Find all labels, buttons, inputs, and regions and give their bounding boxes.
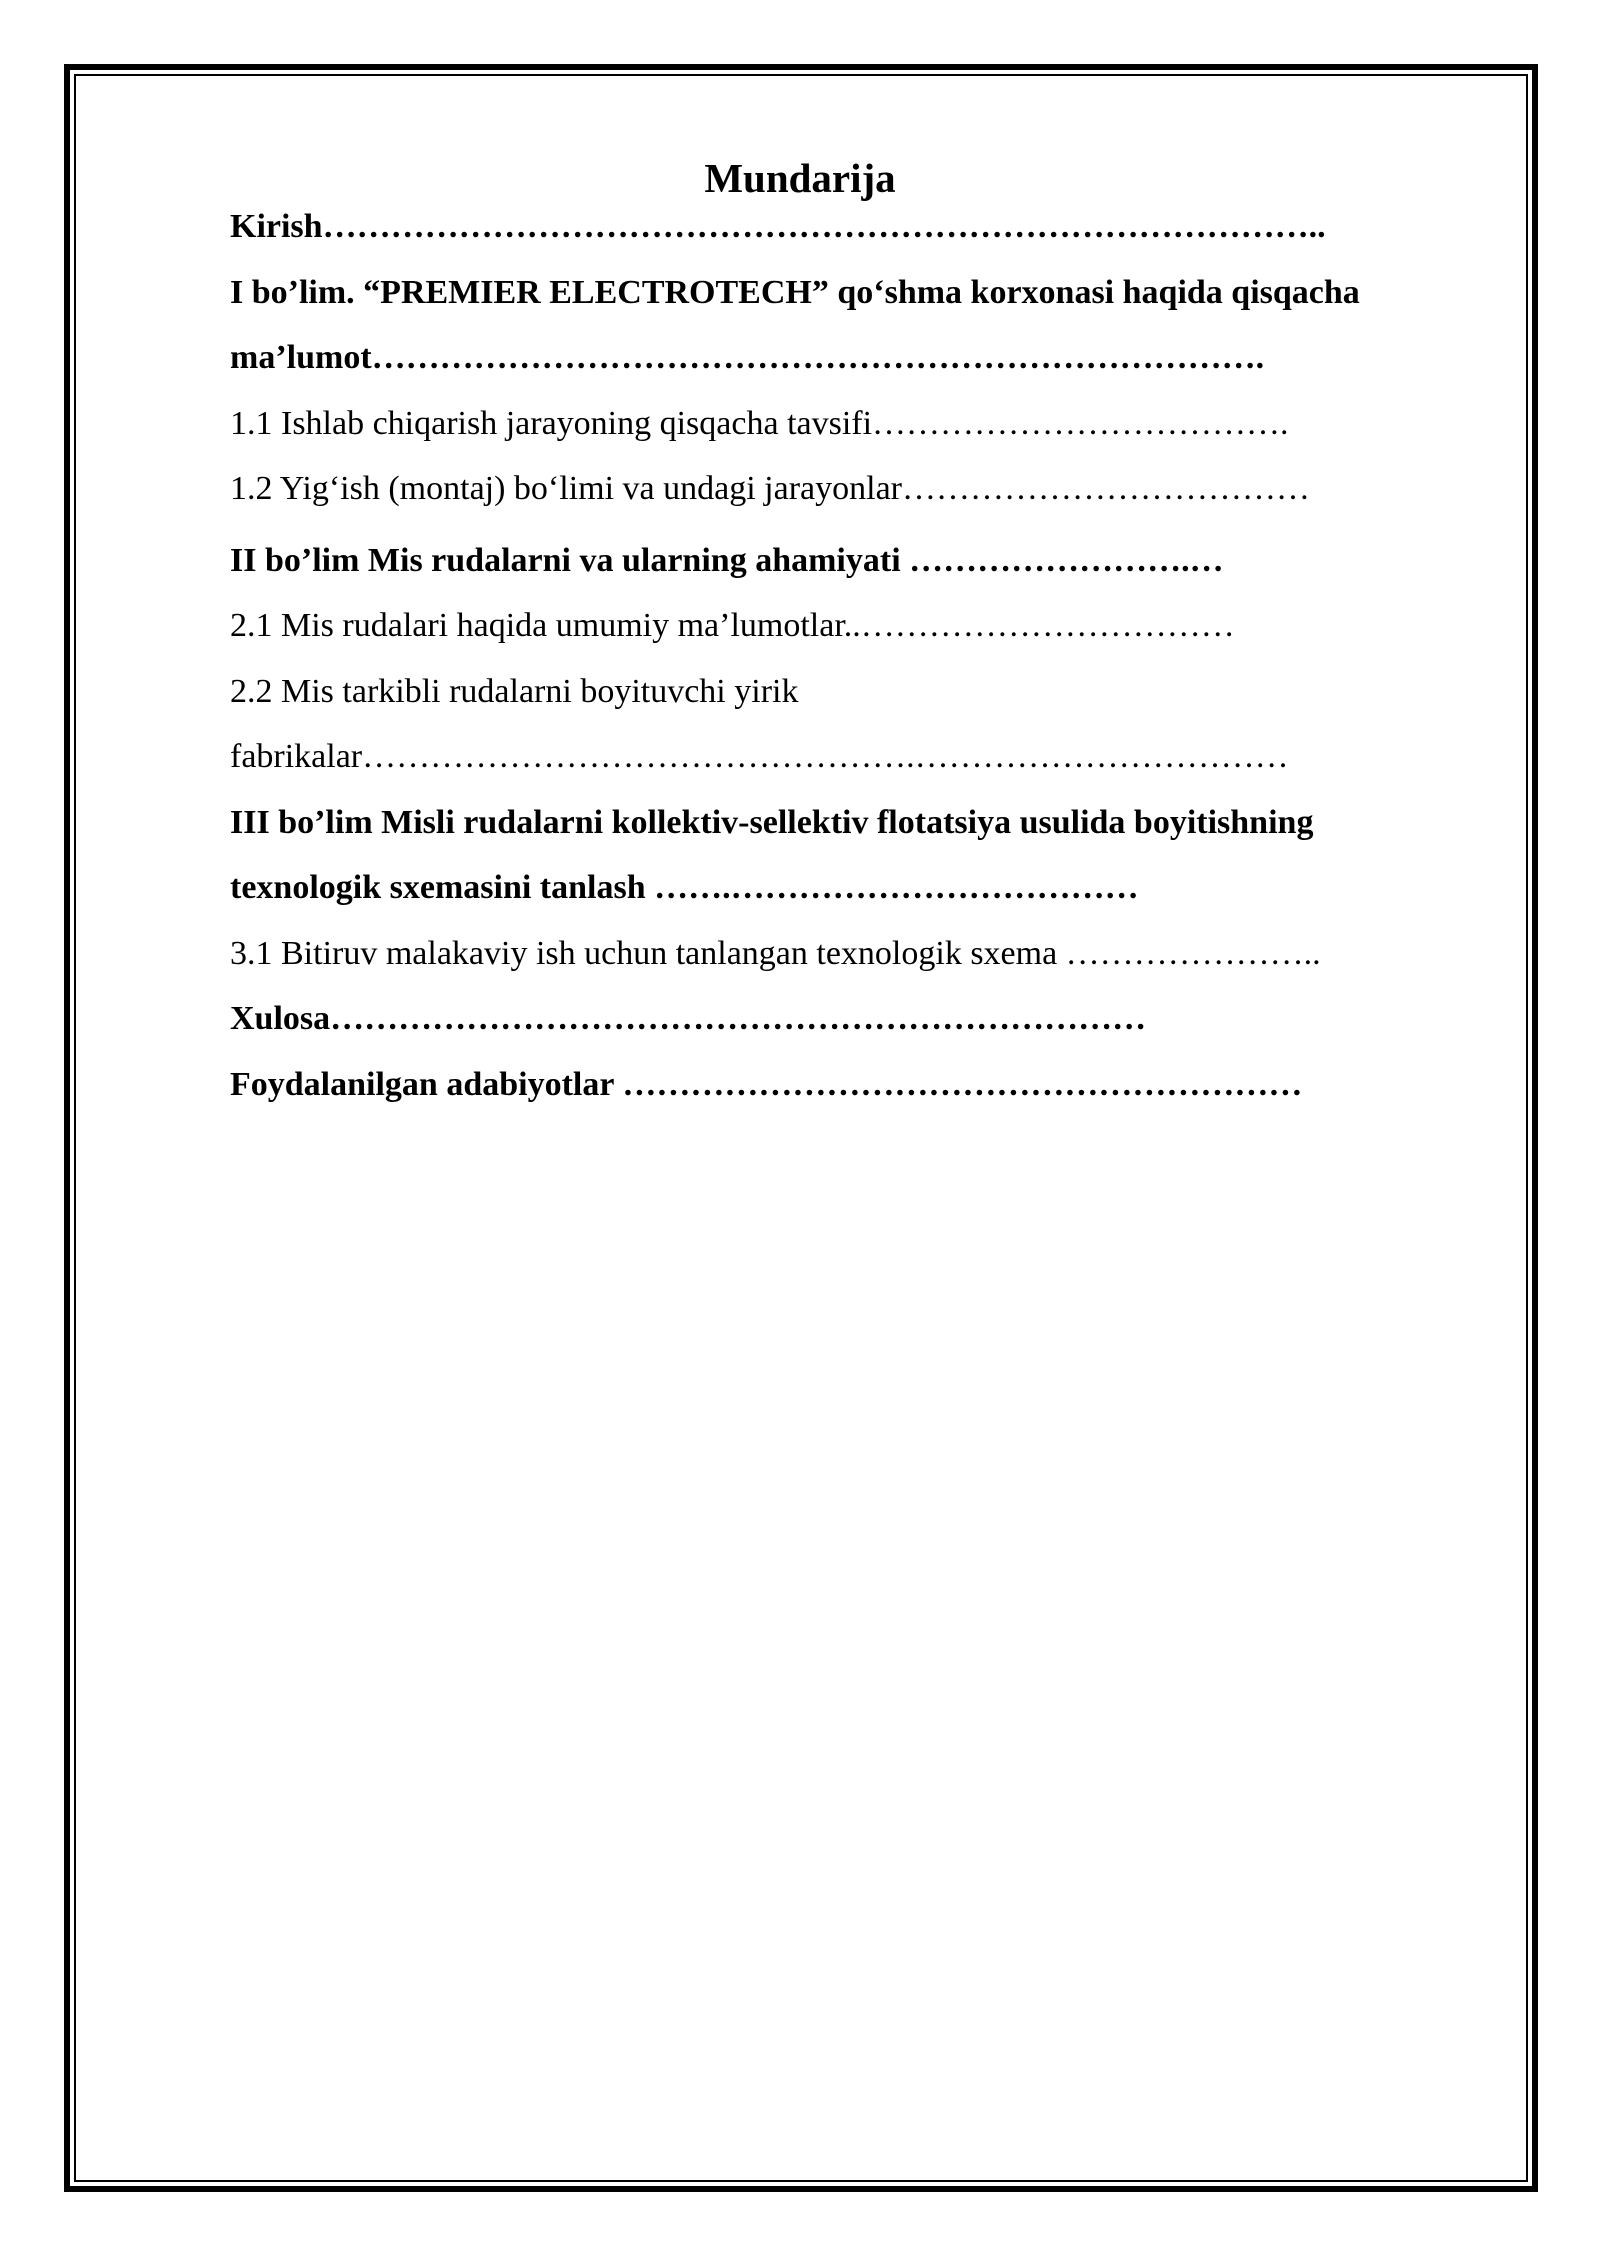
toc-entry-2-2-line-1: 2.2 Mis tarkibli rudalarni boyituvchi yirik bbox=[230, 672, 799, 710]
table-of-contents bbox=[230, 200, 1520, 1123]
toc-entry-2-2-line-2: fabrikalar………………………………………….…………………………… bbox=[230, 738, 1289, 775]
page-title: Mundarija bbox=[704, 155, 896, 201]
toc-entry-1-1: 1.1 Ishlab chiqarish jarayoning qisqacha tavsifi………………………………. bbox=[230, 404, 1289, 442]
toc-entry-1-2: 1.2 Yig‘ish (montaj) bo‘limi va undagi jarayonlar……………………………… bbox=[230, 470, 1310, 507]
toc-entry-references: Foydalanilgan adabiyotlar …………………………………………………… bbox=[230, 1065, 1303, 1103]
toc-entry-2-1: 2.1 Mis rudalari haqida umumiy ma’lumotlar..…………………………… bbox=[230, 607, 1235, 644]
toc-entry-3-1: 3.1 Bitiruv malakaviy ish uchun tanlangan texnologik sxema ………………….. bbox=[230, 934, 1321, 972]
toc-entry-kirish: Kirish…………………………………………………………………………….. bbox=[230, 208, 1326, 245]
toc-entry-section-3-line-1: III bo’lim Misli rudalarni kollektiv-sellektiv flotatsiya usulida boyitishning bbox=[230, 803, 1314, 841]
toc-entry-section-2: II bo’lim Mis rudalarni va ularning ahamiyati …………………….… bbox=[230, 541, 1224, 579]
toc-entry-section-1-line-1: I bo’lim. “PREMIER ELECTROTECH” qo‘shma korxonasi haqida qisqacha bbox=[230, 273, 1360, 311]
toc-entry-xulosa: Xulosa……………………………………………………………… bbox=[230, 1000, 1147, 1037]
toc-entry-section-3-line-2: texnologik sxemasini tanlash …….……………………………… bbox=[230, 869, 1139, 906]
toc-entry-section-1-line-2: ma’lumot……………………………………………………………………. bbox=[230, 339, 1265, 376]
